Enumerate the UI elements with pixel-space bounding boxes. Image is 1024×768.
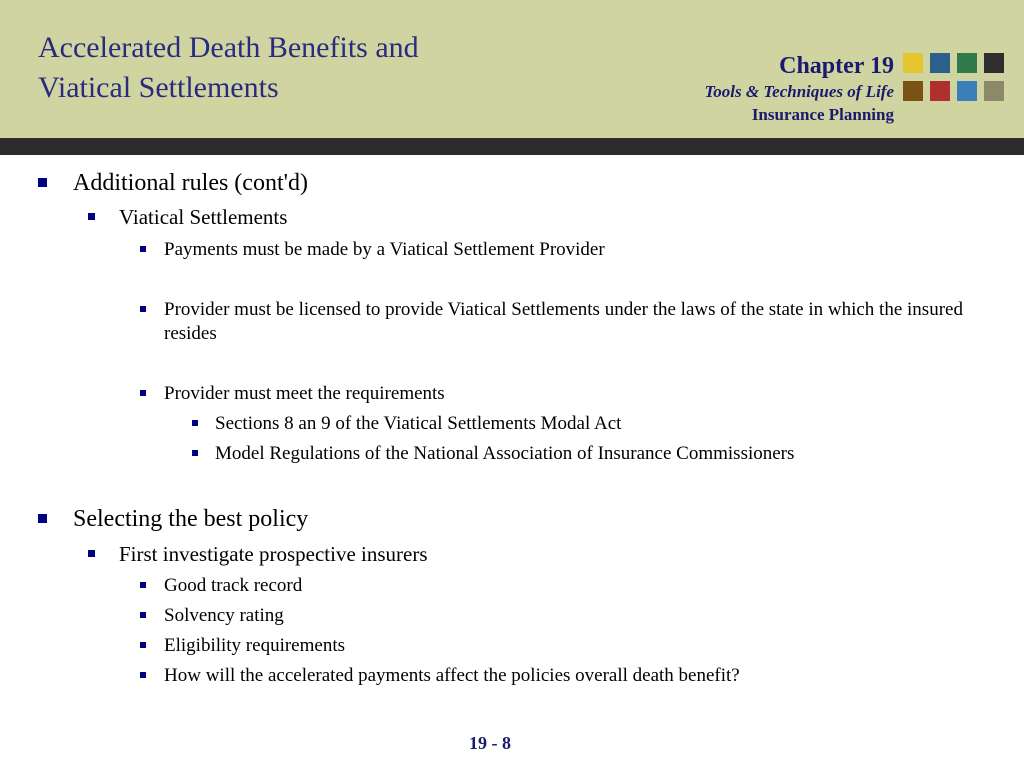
slide-header (0, 0, 1024, 138)
bullet-text: Sections 8 an 9 of the Viatical Settlements Modal Act (215, 413, 622, 434)
square-icon (930, 53, 950, 73)
bullet-text: Provider must meet the requirements (164, 383, 445, 404)
bullet-text: Selecting the best policy (73, 506, 309, 532)
bullet-item (192, 442, 794, 466)
bullet-text: Additional rules (cont'd) (73, 170, 308, 196)
bullet-text: Solvency rating (164, 605, 284, 626)
bullet-item (140, 634, 345, 658)
bullet-text: Viatical Settlements (119, 205, 288, 229)
square-bullet-icon (88, 550, 95, 557)
square-bullet-icon (88, 213, 95, 220)
square-bullet-icon (140, 246, 146, 252)
bullet-text: First investigate prospective insurers (119, 542, 428, 566)
square-bullet-icon (38, 514, 47, 523)
bullet-text: Payments must be made by a Viatical Settlement Provider (164, 239, 605, 260)
page-number: 19 - 8 (469, 733, 511, 753)
square-bullet-icon (140, 672, 146, 678)
bullet-item (88, 204, 287, 230)
bullet-item (140, 382, 445, 406)
slide-title (38, 28, 558, 108)
subtitle-line-2: Insurance Planning (751, 105, 894, 124)
bullet-text: How will the accelerated payments affect the policies overall death benefit? (164, 665, 740, 686)
square-icon (903, 53, 923, 73)
bullet-item (88, 541, 428, 567)
square-bullet-icon (192, 420, 198, 426)
bullet-text: Eligibility requirements (164, 635, 345, 656)
bullet-item (140, 574, 302, 598)
header-divider (0, 138, 1024, 155)
chapter-number: Chapter 19 (779, 53, 894, 79)
square-icon (957, 81, 977, 101)
bullet-text: Good track record (164, 575, 303, 596)
square-bullet-icon (140, 642, 146, 648)
square-icon (984, 81, 1004, 101)
bullet-item (140, 238, 605, 262)
square-bullet-icon (140, 306, 146, 312)
square-icon (903, 81, 923, 101)
square-bullet-icon (140, 582, 146, 588)
subtitle-line-1: Tools & Techniques of Life (704, 82, 894, 101)
bullet-text: Model Regulations of the National Association of Insurance Commissioners (215, 443, 795, 464)
bullet-item (38, 504, 308, 534)
square-icon (984, 53, 1004, 73)
bullet-item (140, 604, 284, 628)
chapter-block (654, 52, 894, 126)
title-line-2: Viatical Settlements (38, 71, 279, 104)
title-line-1: Accelerated Death Benefits and (38, 31, 419, 64)
bullet-item (140, 664, 740, 688)
square-bullet-icon (140, 390, 146, 396)
square-bullet-icon (192, 450, 198, 456)
bullet-text: Provider must be licensed to provide Viatical Settlements under the laws of the state in which the insured resides (164, 299, 963, 344)
square-icon (957, 53, 977, 73)
square-bullet-icon (140, 612, 146, 618)
chapter-subtitle (654, 80, 894, 126)
decorative-squares (903, 53, 1013, 105)
bullet-item (192, 412, 621, 436)
square-bullet-icon (38, 178, 47, 187)
square-icon (930, 81, 950, 101)
bullet-item (140, 298, 980, 346)
bullet-item (38, 168, 308, 198)
